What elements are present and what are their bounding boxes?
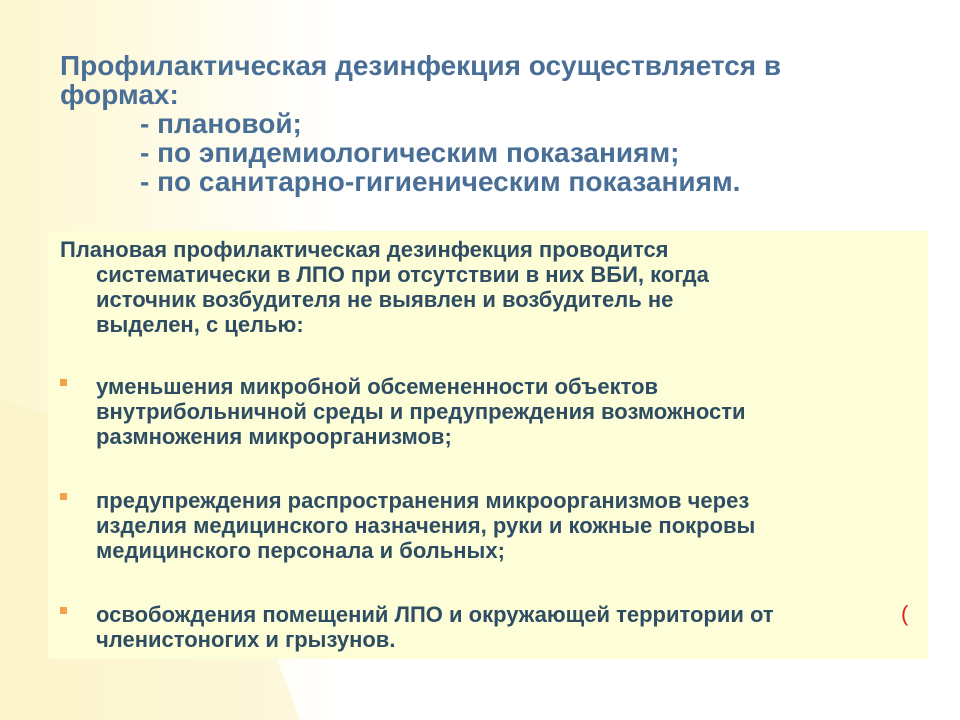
bullet-line: медицинского персонала и больных; <box>96 538 505 563</box>
bullet-line: размножения микроорганизмов; <box>96 424 452 449</box>
bullet-text <box>96 488 755 563</box>
bullet-square-icon <box>60 493 67 500</box>
title-form-item: - по эпидемиологическим показаниям; <box>140 137 680 168</box>
bullet-square-icon <box>60 379 67 386</box>
intro-line: выделен, с целью: <box>96 312 304 337</box>
bullet-line: освобождения помещений ЛПО и окружающей территории от <box>96 602 774 627</box>
intro-line: систематически в ЛПО при отсутствии в них ВБИ, когда <box>96 262 709 287</box>
bullet-line: изделия медицинского назначения, руки и кожные покровы <box>96 513 756 538</box>
title-line: Профилактическая дезинфекция осуществляется в <box>60 50 782 81</box>
bullet-text <box>96 374 746 449</box>
title-form-item: - плановой; <box>140 108 302 139</box>
bullet-line: предупреждения распространения микроорганизмов через <box>96 488 750 513</box>
intro-paragraph <box>60 237 910 337</box>
stray-paren-mark: ( <box>901 601 909 626</box>
bullet-line: внутрибольничной среды и предупреждения возможности <box>96 399 746 424</box>
bullet-square-icon <box>60 607 67 614</box>
slide-title <box>60 51 920 196</box>
intro-line: источник возбудителя не выявлен и возбудитель не <box>96 287 674 312</box>
title-form-item: - по санитарно-гигиеническим показаниям. <box>140 166 741 197</box>
title-line: формах: <box>60 79 179 110</box>
bullet-text <box>96 602 774 652</box>
bullet-line: уменьшения микробной обсемененности объектов <box>96 374 659 399</box>
intro-line: Плановая профилактическая дезинфекция проводится <box>60 237 669 262</box>
bullet-line: членистоногих и грызунов. <box>96 627 396 652</box>
